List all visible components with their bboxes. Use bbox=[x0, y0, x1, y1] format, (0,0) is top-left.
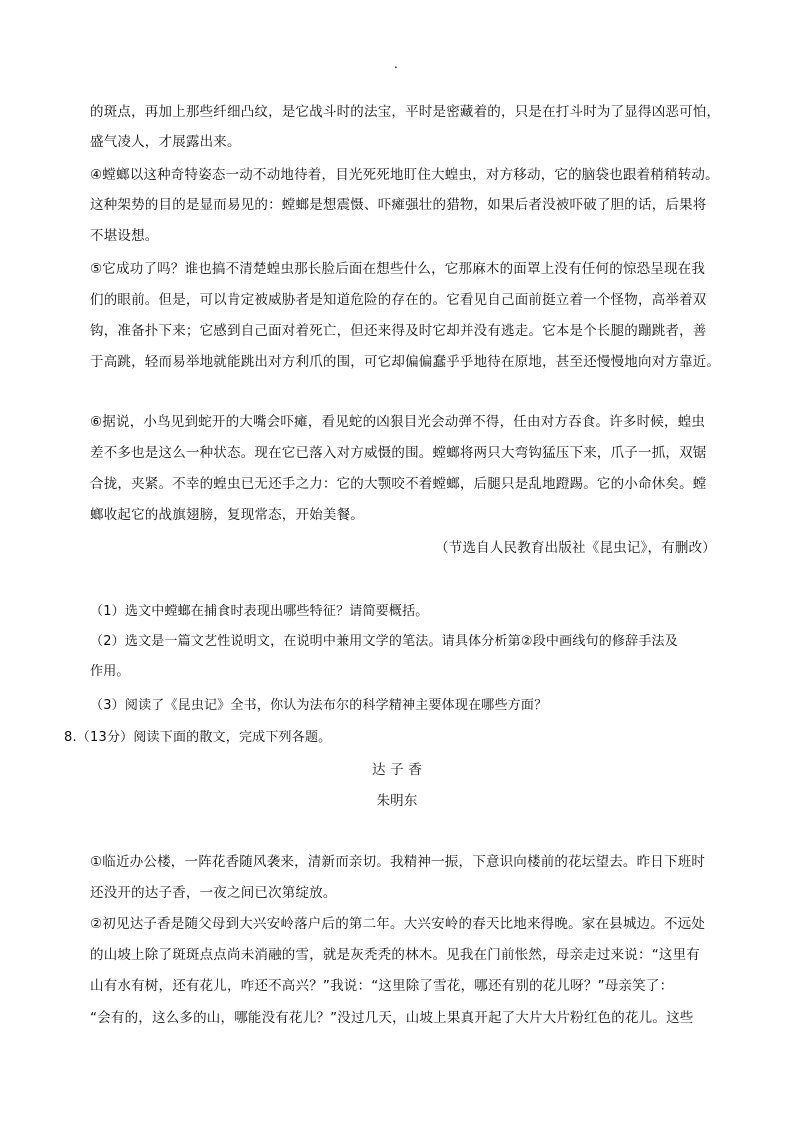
question-8-prompt: 8.（13分）阅读下面的散文，完成下列各题。 bbox=[64, 730, 332, 745]
essay-line: ②初见达子香是随父母到大兴安岭落户后的第二年。大兴安岭的春天比地来得晚。家在县城边。不远处 bbox=[90, 916, 706, 932]
passage-line: ⑥据说，小鸟见到蛇开的大嘴会吓瘫，看见蛇的凶狠目光会动弹不得，任由对方吞食。许多时候，蝗虫 bbox=[90, 414, 706, 430]
question-line: （2）选文是一篇文艺性说明文，在说明中兼用文学的笔法。请具体分析第②段中画线句的修辞手法及 bbox=[90, 634, 678, 649]
passage-line: 这种架势的目的是显而易见的：螳螂是想震慑、吓瘫强壮的猎物，如果后者没被吓破了胆的话，后果将 bbox=[90, 197, 707, 213]
passage-source: （节选自人民教育出版社《昆虫记》，有删改） bbox=[435, 540, 716, 556]
passage-line: 螂收起它的战旗翅膀，复现常态，开始美餐。 bbox=[90, 507, 364, 523]
essay-line: 还没开的达子香，一夜之间已次第绽放。 bbox=[90, 885, 337, 901]
passage-line: 合拢，夹紧。不幸的蝗虫已无还手之力：它的大颚咬不着螳螂，后腿只是乱地蹬踢。它的小命休矣。螳 bbox=[90, 476, 707, 492]
header-mark: . bbox=[394, 57, 398, 71]
question-line: （1）选文中螳螂在捕食时表现出哪些特征？请简要概括。 bbox=[90, 604, 429, 619]
essay-line: “会有的，这么多的山，哪能没有花儿？”没过几天，山坡上果真开起了大片大片粉红色的花儿。这些 bbox=[90, 1010, 694, 1026]
passage-line: 差不多也是这么一种状态。现在它已落入对方威慑的围。螳螂将两只大弯钩猛压下来，爪子一抓，双锯 bbox=[90, 445, 707, 461]
passage-line: ④螳螂以这种奇特姿态一动不动地待着，目光死死地盯住大蝗虫，对方移动，它的脑袋也跟着稍稍转动。 bbox=[90, 167, 719, 183]
question-line: 作用。 bbox=[90, 664, 130, 679]
passage-line: 盛气凌人，才展露出来。 bbox=[90, 134, 241, 150]
essay-line: 山有水有树，还有花儿，咋还不高兴？”我说：“这里除了雪花，哪还有别的花儿呀？”母亲笑了： bbox=[90, 978, 674, 994]
passage-line: 们的眼前。但是，可以肯定被威胁者是知道危险的存在的。它看见自己面前挺立着一个怪物，高举着双 bbox=[90, 292, 707, 308]
essay-author: 朱明东 bbox=[376, 793, 418, 809]
essay-line: ①临近办公楼，一阵花香随风袭来，清新而亲切。我精神一振，下意识向楼前的花坛望去。昨日下班时 bbox=[90, 854, 706, 870]
question-line: （3）阅读了《昆虫记》全书，你认为法布尔的科学精神主要体现在哪些方面？ bbox=[90, 698, 548, 713]
passage-line: 钩，准备扑下来；它感到自己面对着死亡，但还来得及时它却并没有逃走。它本是个长腿的蹦跳者，善 bbox=[90, 323, 707, 339]
passage-line: 的斑点，再加上那些纤细凸纹，是它战斗时的法宝，平时是密藏着的，只是在打斗时为了显得凶恶可怕， bbox=[90, 104, 721, 120]
passage-line: 不堪设想。 bbox=[90, 228, 159, 244]
essay-title: 达 子 香 bbox=[371, 762, 423, 778]
passage-line: ⑤它成功了吗？谁也搞不清楚蝗虫那长脸后面在想些什么，它那麻木的面罩上没有任何的惊恐呈现在我 bbox=[90, 261, 706, 277]
passage-line: 于高跳，轻而易举地就能跳出对方利爪的围，可它却偏偏蠢乎乎地待在原地，甚至还慢慢地向对方靠近。 bbox=[90, 354, 721, 370]
essay-line: 的山坡上除了斑斑点点尚未消融的雪，就是灰秃秃的林木。见我在门前怅然，母亲走过来说：“这里有 bbox=[90, 947, 700, 963]
